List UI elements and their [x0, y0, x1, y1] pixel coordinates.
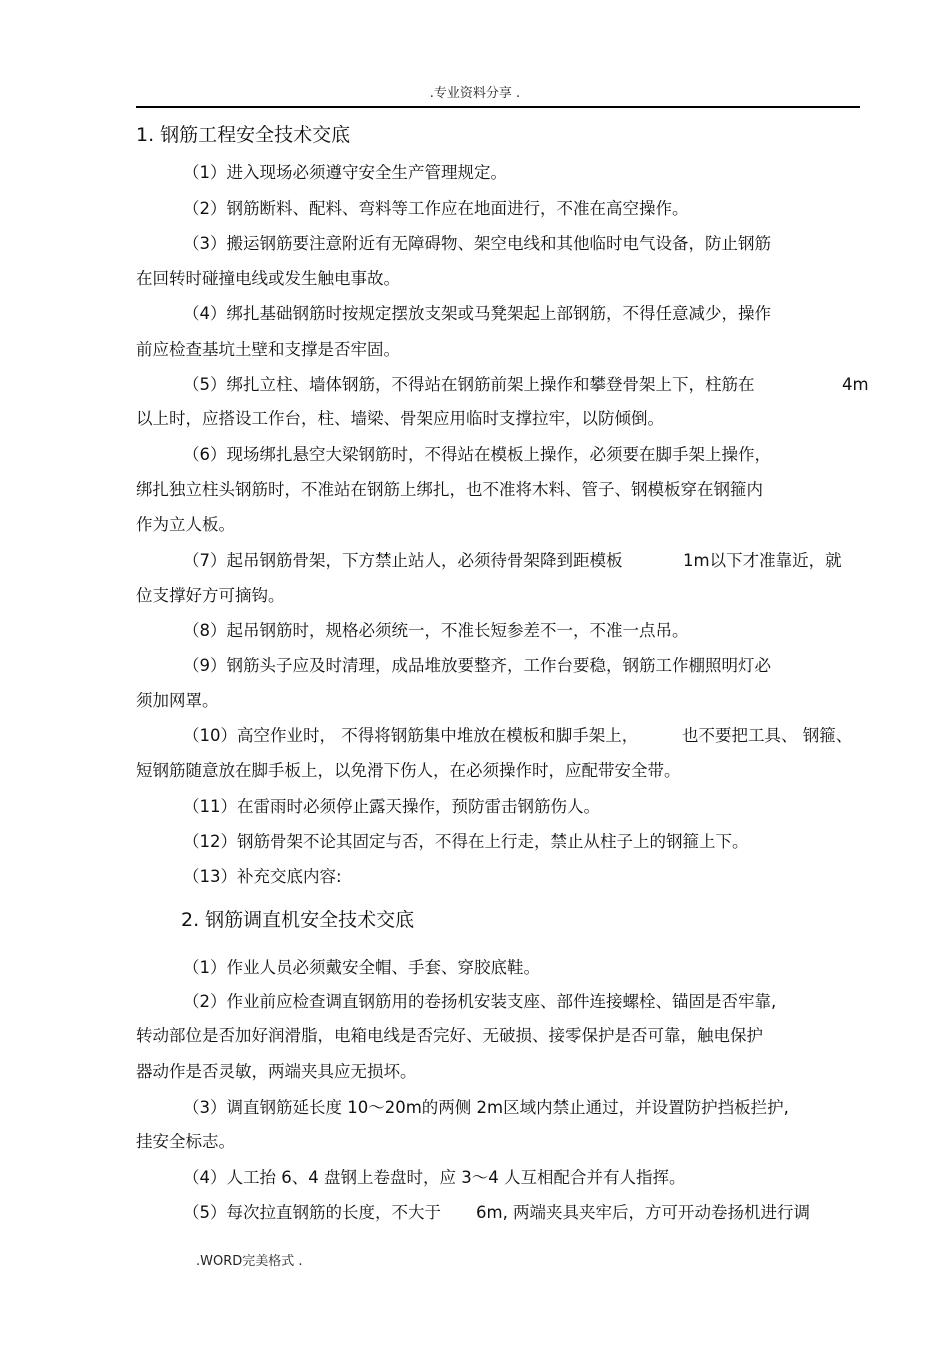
s1-item-6-line-1: （6）现场绑扎悬空大梁钢筋时，不得站在模板上操作，必须要在脚手架上操作， [183, 445, 771, 464]
s1-item-3-line-1: （3）搬运钢筋要注意附近有无障碍物、架空电线和其他临时电气设备，防止钢筋 [183, 234, 771, 253]
header-divider [136, 106, 860, 108]
s1-item-13: （13）补充交底内容: [183, 867, 342, 886]
s2-item-2-line-1: （2）作业前应检查调直钢筋用的卷扬机安装支座、部件连接螺栓、锚固是否牢靠, [183, 992, 777, 1011]
s1-item-3-line-2: 在回转时碰撞电线或发生触电事故。 [136, 269, 400, 288]
s1-item-2: （2）钢筋断料、配料、弯料等工作应在地面进行，不准在高空操作。 [183, 199, 689, 218]
s1-item-10-line-2: 短钢筋随意放在脚手板上，以免滑下伤人，在必须操作时，应配带安全带。 [136, 761, 681, 780]
s2-item-4: （4）人工抬 6、4 盘钢上卷盘时，应 3～4 人互相配合并有人指挥。 [183, 1168, 686, 1187]
s1-item-7-line-1-end: 1m以下才准靠近，就 [683, 551, 842, 570]
s1-item-11: （11）在雷雨时必须停止露天操作，预防雷击钢筋伤人。 [183, 797, 600, 816]
s1-item-4-line-2: 前应检查基坑土壁和支撑是否牢固。 [136, 340, 400, 359]
page-footer: .WORD完美格式 . [196, 1254, 303, 1269]
s1-item-5-line-1: （5）绑扎立柱、墙体钢筋，不得站在钢筋前架上操作和攀登骨架上下，柱筋在 [183, 375, 755, 394]
s2-item-2-line-3: 器动作是否灵敏，两端夹具应无损坏。 [136, 1062, 417, 1081]
s2-item-3-line-2: 挂安全标志。 [136, 1132, 235, 1151]
s1-item-1: （1）进入现场必须遵守安全生产管理规定。 [183, 163, 507, 182]
s1-item-4-line-1: （4）绑扎基础钢筋时按规定摆放支架或马凳架起上部钢筋，不得任意减少，操作 [183, 304, 771, 323]
s1-item-9-line-1: （9）钢筋头子应及时清理，成品堆放要整齐，工作台要稳，钢筋工作棚照明灯必 [183, 656, 771, 675]
s1-item-7-line-1: （7）起吊钢筋骨架，下方禁止站人，必须待骨架降到距模板 [183, 551, 623, 570]
s1-item-10-line-1: （10）高空作业时， 不得将钢筋集中堆放在模板和脚手架上， [183, 726, 639, 745]
s1-item-8: （8）起吊钢筋时，规格必须统一，不准长短参差不一，不准一点吊。 [183, 621, 689, 640]
s1-item-5-line-2: 以上时，应搭设工作台，柱、墙梁、骨架应用临时支撑拉牢，以防倾倒。 [136, 409, 664, 428]
s1-item-6-line-2: 绑扎独立柱头钢筋时，不准站在钢筋上绑扎，也不准将木料、管子、钢模板穿在钢箍内 [136, 480, 763, 499]
s2-item-5-line-1: （5）每次拉直钢筋的长度，不大于 [183, 1203, 441, 1222]
s1-item-10-line-1-end: 也不要把工具、 钢箍、 [682, 726, 853, 745]
s1-item-7-line-2: 位支撑好方可摘钩。 [136, 586, 285, 605]
s2-item-1: （1）作业人员必须戴安全帽、手套、穿胶底鞋。 [183, 958, 540, 977]
section-1-title: 1. 钢筋工程安全技术交底 [136, 124, 351, 146]
s2-item-5-line-1-end: 6m, 两端夹具夹牢后，方可开动卷扬机进行调 [476, 1203, 811, 1222]
section-2-title: 2. 钢筋调直机安全技术交底 [181, 909, 415, 931]
s1-item-12: （12）钢筋骨架不论其固定与否，不得在上行走，禁止从柱子上的钢箍上下。 [183, 832, 749, 851]
s1-item-5-line-1-end: 4m [842, 375, 869, 394]
s1-item-6-line-3: 作为立人板。 [136, 515, 235, 534]
s2-item-3-line-1: （3）调直钢筋延长度 10～20m的两侧 2m区域内禁止通过，并设置防护挡板拦护, [183, 1098, 789, 1117]
s1-item-9-line-2: 须加网罩。 [136, 691, 219, 710]
page-header: .专业资料分享 . [429, 86, 521, 101]
s2-item-2-line-2: 转动部位是否加好润滑脂，电箱电线是否完好、无破损、接零保护是否可靠，触电保护 [136, 1026, 763, 1045]
